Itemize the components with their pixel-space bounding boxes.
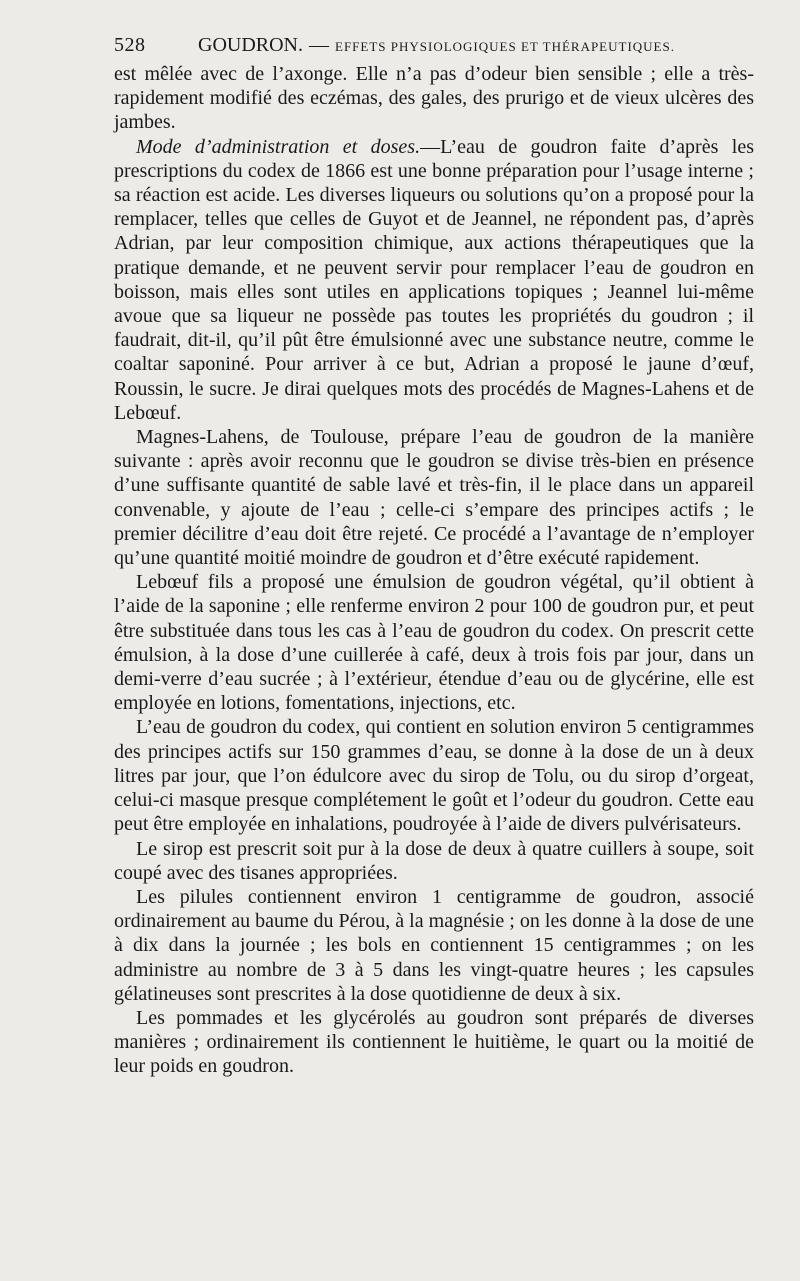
page-body xyxy=(114,62,754,1079)
paragraph: Le sirop est prescrit soit pur à la dose de deux à quatre cuillers à soupe, soit coupé avec des tisanes appropriées. xyxy=(114,837,754,884)
paragraph: Les pilules contiennent environ 1 centigramme de goudron, associé ordinairement au baume du Pérou, à la magnésie ; on les donne à la dose de une à dix dans la journée ; les bols en contiennent 15 centigrammes ; on les administre au nombre de 3 à 5 dans les vingt-quatre heures ; les capsules gélatineuses sont prescrites à la dose quotidienne de deux à six. xyxy=(114,885,754,1005)
paragraph-text: —L’eau de goudron faite d’après les prescriptions du codex de 1866 est une bonne préparation pour l’usage interne ; sa réaction est acide. Les diverses liqueurs ou solutions qu’on a proposé pour la remplacer, telles que celles de Guyot et de Jeannel, ne répondent pas, d’après Adrian, par leur composition chimique, aux actions thérapeutiques que la pratique demande, et ne peuvent servir pour remplacer l’eau de goudron en boisson, mais elles sont utiles en applications topiques ; Jeannel lui-même avoue que sa liqueur ne possède pas toutes les propriétés du goudron ; il faudrait, dit-il, qu’il pût être émulsionné avec une substance neutre, comme le coaltar saponiné. Pour arriver à ce but, Adrian a proposé le jaune d’œuf, Roussin, le sucre. Je dirai quelques mots des procédés de Magnes-Lahens et de Lebœuf. xyxy=(114,135,754,424)
running-head-subtitle: EFFETS PHYSIOLOGIQUES ET THÉRAPEUTIQUES. xyxy=(335,39,675,54)
page-header xyxy=(114,34,754,60)
running-head xyxy=(198,34,675,57)
paragraph xyxy=(114,135,754,425)
page-number: 528 xyxy=(114,34,146,56)
paragraph: L’eau de goudron du codex, qui contient en solution environ 5 centigrammes des principes actifs sur 150 grammes d’eau, se donne à la dose de un à deux litres par jour, que l’on édulcore avec du sirop de Tolu, ou du sirop d’orgeat, celui-ci masque presque complétement le goût et l’odeur du goudron. Cette eau peut être employée en inhalations, poudroyée à l’aide de divers pulvérisateurs. xyxy=(114,716,754,836)
paragraph: Les pommades et les glycérolés au goudron sont préparés de diverses manières ; ordinairement ils contiennent le huitième, le quart ou la moitié de leur poids en goudron. xyxy=(114,1006,754,1078)
paragraph-lead-heading: Mode d’administration et doses. xyxy=(136,135,421,158)
running-head-title: GOUDRON. xyxy=(198,34,303,56)
paragraph: Magnes-Lahens, de Toulouse, prépare l’eau de goudron de la manière suivante : après avoir reconnu que le goudron se divise très-bien en présence d’une suffisante quantité de sable lavé et très-fin, il le place dans un appareil convenable, y ajoute de l’eau ; celle-ci s’empare des principes actifs ; le premier décilitre d’eau doit être rejeté. Ce procédé a l’avantage de n’employer qu’une quantité moitié moindre de goudron et d’être exécuté rapidement. xyxy=(114,426,754,570)
paragraph: est mêlée avec de l’axonge. Elle n’a pas d’odeur bien sensible ; elle a très-rapidement modifié des eczémas, des gales, des prurigo et de vieux ulcères des jambes. xyxy=(114,63,754,134)
running-head-separator: — xyxy=(309,34,329,56)
paragraph: Lebœuf fils a proposé une émulsion de goudron végétal, qu’il obtient à l’aide de la saponine ; elle renferme environ 2 pour 100 de goudron pur, et peut être substituée dans tous les cas à l’eau de goudron du codex. On prescrit cette émulsion, à la dose d’une cuillerée à café, deux à trois fois par jour, dans un demi-verre d’eau sucrée ; à l’extérieur, étendue d’eau ou de glycérine, elle est employée en lotions, fomentations, injections, etc. xyxy=(114,571,754,715)
